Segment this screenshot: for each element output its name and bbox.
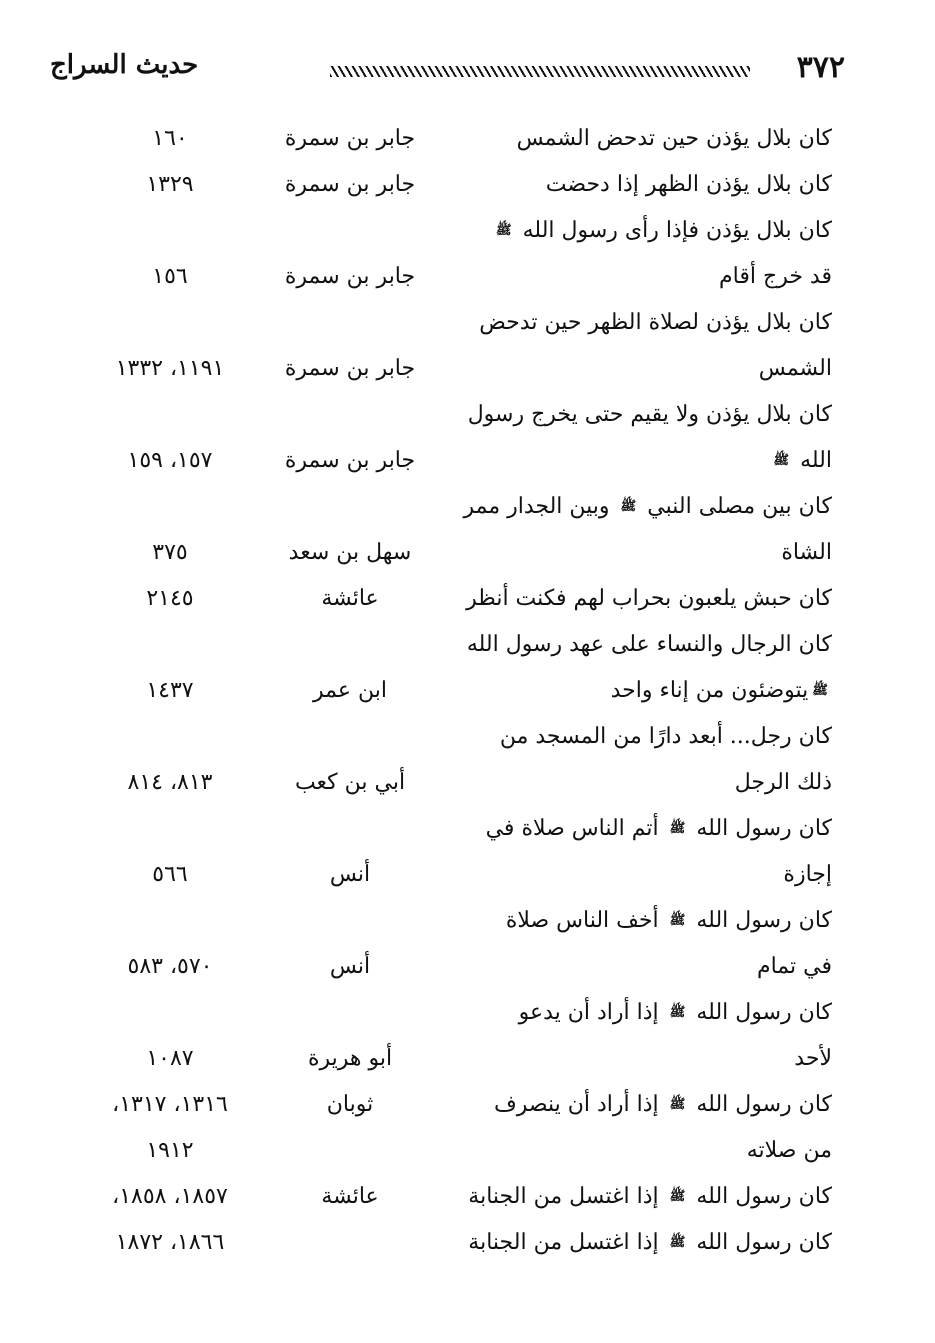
honorific-ligature: ﷺ	[669, 913, 686, 928]
narrator: ابن عمر	[313, 678, 387, 703]
index-line	[0, 302, 935, 348]
narrator: ثوبان	[326, 1092, 374, 1117]
index-line	[0, 440, 935, 486]
index-line	[0, 808, 935, 854]
hadith-text-end: أخف الناس صلاة	[505, 908, 659, 933]
hadith-text	[468, 402, 832, 427]
narrator: أبو هريرة	[307, 1046, 393, 1071]
hadith-text	[546, 172, 832, 197]
narrator: جابر بن سمرة	[284, 448, 416, 473]
hadith-text	[735, 770, 832, 795]
index-line	[0, 992, 935, 1038]
hadith-text-start: كان رسول الله	[696, 816, 832, 841]
hadith-text-end: وبين الجدار ممر	[463, 494, 610, 519]
hadith-text	[479, 310, 832, 335]
hadith-text	[759, 356, 832, 381]
index-line	[0, 210, 935, 256]
honorific-ligature: ﷺ	[669, 1005, 686, 1020]
narrator: جابر بن سمرة	[284, 172, 416, 197]
hadith-text	[517, 126, 832, 151]
hadith-text	[611, 678, 832, 703]
hadith-numbers: ١٤٣٧	[146, 678, 194, 703]
hadith-text-start: كان بين مصلى النبي	[647, 494, 832, 519]
index-line	[0, 118, 935, 164]
hadith-text-start: كان رسول الله	[696, 908, 832, 933]
hadith-numbers: ٣٧٥	[152, 540, 188, 565]
hadith-text-end: إذا اغتسل من الجنابة	[468, 1230, 659, 1255]
narrator: جابر بن سمرة	[284, 126, 416, 151]
hadith-text	[757, 954, 832, 979]
honorific-ligature: ﷺ	[773, 453, 790, 468]
index-line	[0, 762, 935, 808]
index-line	[0, 394, 935, 440]
hadith-numbers: ١٨٦٦، ١٨٧٢	[115, 1230, 225, 1255]
hadith-text-start: كان بلال يؤذن لصلاة الظهر حين تدحض	[479, 310, 832, 335]
hadith-text	[747, 1138, 832, 1163]
hadith-text-start: كان حبش يلعبون بحراب لهم فكنت أنظر	[466, 586, 832, 611]
hadith-text-start: الشمس	[758, 356, 832, 381]
hadith-text-start: كان رسول الله	[696, 1230, 832, 1255]
hadith-text-start: كان بلال يؤذن الظهر إذا دحضت	[545, 172, 832, 197]
hadith-text-start: كان الرجال والنساء على عهد رسول الله	[466, 632, 832, 657]
hadith-text-start: من صلاته	[746, 1138, 832, 1163]
index-line	[0, 854, 935, 900]
honorific-ligature: ﷺ	[495, 223, 512, 238]
hadith-text-start: كان بلال يؤذن ولا يقيم حتى يخرج رسول	[467, 402, 832, 427]
index-line	[0, 578, 935, 624]
honorific-ligature: ﷺ	[669, 1189, 686, 1204]
honorific-ligature: ﷺ	[812, 683, 828, 698]
honorific-ligature: ﷺ	[620, 499, 637, 514]
narrator: جابر بن سمرة	[284, 356, 416, 381]
index-line	[0, 900, 935, 946]
hadith-text-end: يتوضئون من إناء واحد	[610, 678, 809, 703]
hadith-text-start: كان رجل... أبعد دارًا من المسجد من	[499, 724, 832, 749]
hadith-numbers: ١٠٨٧	[146, 1046, 194, 1071]
hadith-text	[769, 448, 832, 473]
index-line	[0, 348, 935, 394]
hadith-text	[781, 540, 832, 565]
index-line	[0, 624, 935, 670]
hadith-text	[783, 862, 832, 887]
narrator: عائشة	[321, 586, 379, 611]
hadith-text-start: كان بلال يؤذن حين تدحض الشمس	[516, 126, 832, 151]
hadith-numbers: ٨١٣، ٨١٤	[127, 770, 213, 795]
hadith-text	[467, 632, 832, 657]
index-line	[0, 670, 935, 716]
hadith-numbers: ١٣١٦، ١٣١٧،	[112, 1092, 228, 1117]
index-line	[0, 1222, 935, 1268]
hadith-numbers: ١١٩١، ١٣٣٢	[115, 356, 225, 381]
hadith-numbers: ١٣٢٩	[146, 172, 194, 197]
hadith-text	[466, 586, 832, 611]
hadith-numbers: ١٩١٢	[146, 1138, 194, 1163]
hadith-text	[486, 816, 832, 841]
index-line	[0, 1130, 935, 1176]
hadith-numbers: ٢١٤٥	[146, 586, 194, 611]
narrator: جابر بن سمرة	[284, 264, 416, 289]
hadith-text	[719, 264, 832, 289]
index-line	[0, 1176, 935, 1222]
page-number: ٣٧٢	[796, 50, 845, 85]
hadith-text	[492, 218, 832, 243]
hadith-text-start: في تمام	[756, 954, 832, 979]
hadith-text-end: إذا أراد أن يدعو	[518, 1000, 659, 1025]
hadith-text-end: إذا أراد أن ينصرف	[493, 1092, 659, 1117]
hadith-text-start: ذلك الرجل	[734, 770, 832, 795]
index-line	[0, 486, 935, 532]
honorific-ligature: ﷺ	[669, 821, 686, 836]
hadith-numbers: ٥٧٠، ٥٨٣	[127, 954, 213, 979]
index-line	[0, 716, 935, 762]
index-line	[0, 1038, 935, 1084]
hadith-text	[506, 908, 832, 933]
hadith-text	[794, 1046, 832, 1071]
hadith-text-end: إذا اغتسل من الجنابة	[468, 1184, 659, 1209]
hadith-numbers: ١٦٠	[152, 126, 188, 151]
hadith-text	[468, 1230, 832, 1255]
hadith-text-end: أتم الناس صلاة في	[485, 816, 659, 841]
narrator: سهل بن سعد	[288, 540, 412, 565]
narrator: أبي بن كعب	[294, 770, 406, 795]
hadith-text-start: لأحد	[794, 1046, 832, 1071]
narrator: أنس	[329, 862, 371, 887]
hadith-text	[494, 1092, 832, 1117]
hadith-numbers: ١٥٦	[152, 264, 188, 289]
narrator: أنس	[329, 954, 371, 979]
hadith-text	[463, 494, 832, 519]
hadith-text	[500, 724, 832, 749]
hadith-numbers: ٥٦٦	[152, 862, 188, 887]
hadith-text-start: إجازة	[783, 862, 832, 887]
book-title: حديث السراج	[50, 50, 199, 80]
hadith-text-start: كان رسول الله	[696, 1092, 832, 1117]
narrator: عائشة	[321, 1184, 379, 1209]
index-line	[0, 532, 935, 578]
header-rule	[330, 66, 750, 77]
index-line	[0, 1084, 935, 1130]
hadith-text-start: قد خرج أقام	[719, 264, 832, 289]
index-line	[0, 256, 935, 302]
hadith-text-start: الله	[800, 448, 832, 473]
index-line	[0, 946, 935, 992]
honorific-ligature: ﷺ	[669, 1097, 686, 1112]
hadith-numbers: ١٥٧، ١٥٩	[127, 448, 213, 473]
hadith-numbers: ١٨٥٧، ١٨٥٨،	[112, 1184, 228, 1209]
hadith-text	[468, 1184, 832, 1209]
hadith-text-start: كان بلال يؤذن فإذا رأى رسول الله	[522, 218, 832, 243]
hadith-index-list	[0, 118, 935, 1268]
hadith-text-start: الشاة	[781, 540, 832, 565]
hadith-text-start: كان رسول الله	[696, 1000, 832, 1025]
hadith-text-start: كان رسول الله	[696, 1184, 832, 1209]
honorific-ligature: ﷺ	[669, 1235, 686, 1250]
hadith-text	[519, 1000, 832, 1025]
index-line	[0, 164, 935, 210]
